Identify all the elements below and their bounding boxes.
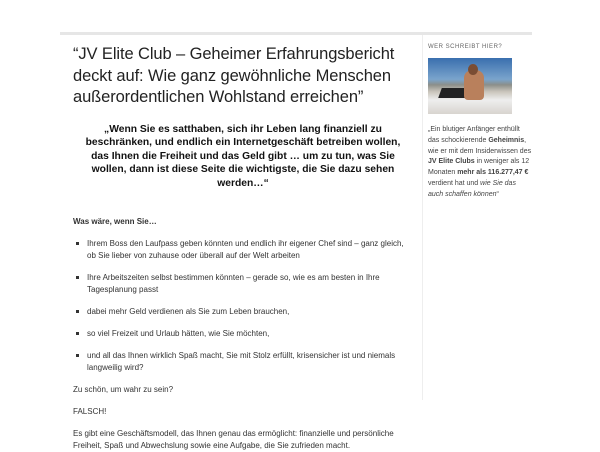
list-item: so viel Freizeit und Urlaub hätten, wie Sie möchten, [73,328,413,340]
list-item: und all das Ihnen wirklich Spaß macht, Sie mit Stolz erfüllt, krisensicher ist und niemals langweilig wird? [73,350,413,374]
author-blurb: „Ein blutiger Anfänger enthüllt das schockierende Geheimnis, wie er mit dem Insiderwissen des JV Elite Clubs in weniger als 12 Monaten mehr als 116.277,47 € verdient hat und wie Sie das auch schaffen können“ [428,126,532,198]
headline-quote: „Wenn Sie es satthaben, sich ihr Leben lang finanziell zu beschränken, und endlich ein Internetgeschäft betreiben wollen, das Ihnen die Freiheit und das Geld gibt … um zu tun, was Sie wollen, dann ist diese Seite die wichtigste, die Sie dazu sehen werden…“ [85,123,401,189]
benefit-list [73,238,413,374]
too-good-text: Zu schön, um wahr zu sein? [73,385,174,395]
list-item: dabei mehr Geld verdienen als Sie zum Leben brauchen, [73,306,413,318]
sidebar-divider [422,35,423,400]
top-border [60,32,532,35]
author-photo [428,58,512,114]
what-if-heading: Was wäre, wenn Sie… [73,217,157,227]
sidebar-heading: WER SCHREIBT HIER? [428,44,503,50]
page-title: “JV Elite Club – Geheimer Erfahrungsbericht deckt auf: Wie ganz gewöhnliche Menschen außerordentlichen Wohlstand erreichen” [73,45,395,106]
list-item: Ihrem Boss den Laufpass geben könnten und endlich ihr eigener Chef sind – ganz gleich, ob Sie lieber von zuhause oder überall auf der Welt arbeiten [73,238,413,262]
business-text: Es gibt eine Geschäftsmodell, das Ihnen genau das ermöglicht: finanzielle und persönliche Freiheit, Spaß und Abwechslung sowie eine Aufgabe, die Sie zufrieden macht. [73,429,394,451]
sidebar [428,44,532,201]
main-content [73,44,413,452]
wrong-text: FALSCH! [73,407,107,417]
list-item: Ihre Arbeitszeiten selbst bestimmen könnten – gerade so, wie es am besten in Ihre Tagesplanung passt [73,272,413,296]
